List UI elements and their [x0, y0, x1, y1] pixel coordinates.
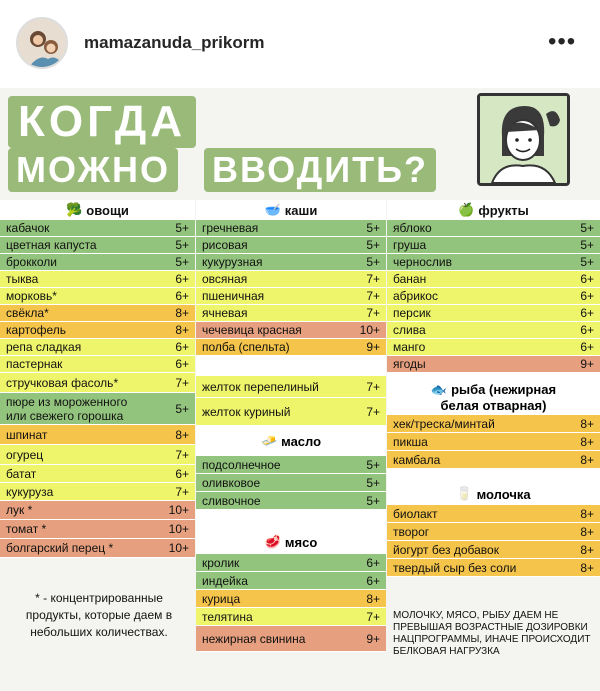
food-name: сливочное — [202, 493, 261, 508]
food-age: 8+ — [175, 323, 189, 337]
table-row — [196, 288, 386, 305]
food-age: 8+ — [580, 416, 594, 431]
food-name: кукуруза — [6, 484, 54, 499]
food-age: 5+ — [580, 238, 594, 252]
table-row — [387, 559, 600, 577]
food-name-line: или свежего горошка — [6, 408, 124, 423]
food-age: 6+ — [580, 272, 594, 286]
table-row — [196, 474, 386, 492]
food-name: желток перепелиный — [202, 379, 319, 394]
food-age: 5+ — [175, 255, 189, 269]
table-row — [387, 451, 600, 469]
food-name: чечевица красная — [202, 323, 302, 337]
food-age: 6+ — [366, 573, 380, 588]
woman-portrait-icon — [477, 93, 570, 186]
food-name-line: пюре из мороженного — [6, 394, 128, 409]
food-age: 5+ — [366, 255, 380, 269]
food-age: 8+ — [580, 506, 594, 521]
food-name: биолакт — [393, 506, 438, 521]
food-age: 10+ — [168, 541, 189, 555]
food-name: твердый сыр без соли — [393, 560, 517, 575]
table-row — [196, 237, 386, 254]
username[interactable]: mamazanuda_prikorm — [84, 33, 265, 52]
food-name: томат * — [6, 522, 47, 536]
food-name: рисовая — [202, 238, 248, 252]
food-name: кабачок — [6, 221, 50, 235]
fish-header: 🐟 рыба (нежирная белая отварная) — [387, 379, 600, 415]
food-name: камбала — [393, 452, 441, 467]
food-age: 7+ — [366, 609, 380, 624]
column-vegetables — [0, 200, 195, 639]
table-row — [196, 626, 386, 652]
food-age: 5+ — [175, 401, 189, 416]
food-age: 7+ — [175, 375, 189, 390]
meat-header: 🥩 мясо — [196, 530, 386, 554]
food-age: 9+ — [580, 357, 594, 371]
food-name: банан — [393, 272, 427, 286]
food-age: 9+ — [366, 340, 380, 354]
table-row — [196, 305, 386, 322]
table-row — [196, 376, 386, 398]
food-name: оливковое — [202, 475, 261, 490]
food-name: репа сладкая — [6, 340, 82, 354]
food-age: 5+ — [175, 238, 189, 252]
table-row — [0, 425, 195, 445]
post-image — [0, 88, 600, 691]
food-name: брокколи — [6, 255, 57, 269]
food-age: 8+ — [580, 434, 594, 449]
food-name: груша — [393, 238, 427, 252]
food-name — [6, 395, 127, 423]
table-row — [196, 339, 386, 356]
food-name: индейка — [202, 573, 248, 588]
table-row — [196, 398, 386, 426]
butter-icon: 🧈 — [260, 433, 278, 448]
food-name: нежирная свинина — [202, 631, 306, 646]
food-name: пастернак — [6, 357, 63, 371]
food-name: манго — [393, 340, 426, 354]
food-age: 8+ — [175, 427, 189, 442]
fish-icon: 🐟 — [430, 381, 448, 397]
food-name: хек/треска/минтай — [393, 416, 495, 431]
food-name: гречневая — [202, 221, 259, 235]
food-name: полба (спельта) — [202, 340, 290, 354]
more-options-icon[interactable]: ••• — [548, 28, 577, 55]
food-age: 7+ — [366, 379, 380, 394]
food-age: 5+ — [580, 221, 594, 235]
table-row — [0, 339, 195, 356]
food-age: 5+ — [366, 238, 380, 252]
meat-icon: 🥩 — [264, 534, 281, 549]
table-row — [0, 483, 195, 501]
food-age: 10+ — [168, 503, 189, 517]
table-row — [196, 572, 386, 590]
food-age: 6+ — [175, 357, 189, 371]
food-name: чернослив — [393, 255, 452, 269]
food-age: 8+ — [580, 542, 594, 557]
table-row — [387, 505, 600, 523]
table-row — [196, 554, 386, 572]
food-name: подсолнечное — [202, 457, 281, 472]
table-row — [196, 590, 386, 608]
food-age: 10+ — [168, 522, 189, 536]
food-name: шпинат — [6, 427, 48, 442]
food-name: персик — [393, 306, 431, 320]
table-row — [0, 356, 195, 373]
food-age: 5+ — [175, 221, 189, 235]
avatar-image-icon — [18, 19, 68, 69]
food-name: кукурузная — [202, 255, 263, 269]
title-line-1: КОГДА — [8, 96, 196, 148]
food-name: огурец — [6, 447, 44, 462]
food-name: ягоды — [393, 357, 426, 371]
veg-header: 🥦 овощи — [0, 200, 195, 220]
table-row — [387, 305, 600, 322]
table-row — [387, 237, 600, 254]
table-row — [196, 254, 386, 271]
protein-note: МОЛОЧКУ, МЯСО, РЫБУ ДАЕМ НЕ ПРЕВЫШАЯ ВОЗРАСТНЫЕ ДОЗИРОВКИ НАЦПРОГРАММЫ, ИНАЧЕ ПРОИСХОДИТ БЕЛКОВАЯ НАГРУЗКА — [393, 610, 591, 657]
avatar[interactable] — [16, 17, 68, 69]
food-name: ячневая — [202, 306, 248, 320]
table-row — [0, 520, 195, 539]
table-row — [196, 271, 386, 288]
table-row — [0, 539, 195, 558]
food-name: батат — [6, 466, 37, 481]
food-age: 5+ — [366, 493, 380, 508]
table-row — [196, 608, 386, 626]
table-row — [0, 271, 195, 288]
column-fruits — [387, 200, 600, 657]
table-row — [0, 254, 195, 271]
food-name: творог — [393, 524, 430, 539]
food-name: желток куриный — [202, 404, 291, 419]
table-row — [387, 433, 600, 451]
table-row — [0, 237, 195, 254]
food-name: свёкла* — [6, 306, 49, 320]
table-row — [387, 415, 600, 433]
food-age: 5+ — [366, 475, 380, 490]
fruits-header: 🍏 фрукты — [387, 200, 600, 220]
food-age: 6+ — [175, 289, 189, 303]
apple-icon: 🍏 — [458, 202, 475, 217]
food-age: 6+ — [175, 340, 189, 354]
table-row — [387, 339, 600, 356]
table-row — [196, 322, 386, 339]
food-name: морковь* — [6, 289, 57, 303]
food-age: 6+ — [175, 272, 189, 286]
food-age: 7+ — [366, 404, 380, 419]
table-row — [196, 456, 386, 474]
table-row — [0, 501, 195, 520]
table-row — [387, 288, 600, 305]
food-age: 7+ — [175, 484, 189, 499]
table-row — [0, 465, 195, 483]
table-row — [387, 220, 600, 237]
food-age: 5+ — [366, 457, 380, 472]
food-name: слива — [393, 323, 426, 337]
concentrated-note: * - концентрированные продукты, которые даем в небольших количествах. — [25, 591, 173, 639]
food-name: пикша — [393, 434, 428, 449]
food-age: 7+ — [366, 306, 380, 320]
food-age: 6+ — [580, 323, 594, 337]
food-name: тыква — [6, 272, 39, 286]
table-row — [0, 393, 195, 425]
food-age: 5+ — [580, 255, 594, 269]
title-line-3: ВВОДИТЬ? — [204, 148, 436, 192]
milk-bottle-icon: 🥛 — [456, 486, 473, 501]
food-age: 6+ — [580, 340, 594, 354]
oil-header: 🧈 масло — [196, 426, 386, 456]
table-row — [387, 356, 600, 373]
food-age: 8+ — [366, 591, 380, 606]
title-line-2: МОЖНО — [8, 148, 178, 192]
food-age: 10+ — [359, 323, 380, 337]
food-age: 8+ — [580, 452, 594, 467]
grains-header: 🥣 каши — [196, 200, 386, 220]
food-name: картофель — [6, 323, 67, 337]
table-row — [387, 523, 600, 541]
column-grains — [196, 200, 386, 652]
table-row — [387, 254, 600, 271]
food-age: 6+ — [580, 306, 594, 320]
food-age: 8+ — [175, 306, 189, 320]
table-row — [0, 445, 195, 465]
food-name: стручковая фасоль* — [6, 375, 119, 390]
table-row — [387, 271, 600, 288]
food-age: 7+ — [366, 272, 380, 286]
table-row — [0, 288, 195, 305]
food-name: болгарский перец * — [6, 541, 114, 555]
food-name: овсяная — [202, 272, 248, 286]
food-name: лук * — [6, 503, 33, 517]
table-row — [0, 305, 195, 322]
food-name: курица — [202, 591, 241, 606]
table-row — [0, 322, 195, 339]
table-row — [196, 492, 386, 510]
table-row — [0, 220, 195, 237]
food-age: 9+ — [366, 631, 380, 646]
food-name: яблоко — [393, 221, 432, 235]
food-name: телятина — [202, 609, 253, 624]
food-name: кролик — [202, 555, 240, 570]
food-age: 6+ — [366, 555, 380, 570]
food-name: йогурт без добавок — [393, 542, 499, 557]
broccoli-icon: 🥦 — [66, 202, 83, 217]
food-age: 5+ — [366, 221, 380, 235]
food-age: 6+ — [175, 466, 189, 481]
food-name: пшеничная — [202, 289, 265, 303]
food-name: цветная капуста — [6, 238, 97, 252]
table-row — [387, 322, 600, 339]
table-row — [387, 541, 600, 559]
food-age: 6+ — [580, 289, 594, 303]
table-row — [0, 373, 195, 393]
food-age: 7+ — [175, 447, 189, 462]
food-name: абрикос — [393, 289, 438, 303]
food-age: 8+ — [580, 524, 594, 539]
food-age: 8+ — [580, 560, 594, 575]
table-row — [196, 220, 386, 237]
food-age: 7+ — [366, 289, 380, 303]
dairy-header: 🥛 молочка — [387, 483, 600, 505]
post-header — [0, 0, 600, 88]
bowl-icon: 🥣 — [264, 202, 281, 217]
